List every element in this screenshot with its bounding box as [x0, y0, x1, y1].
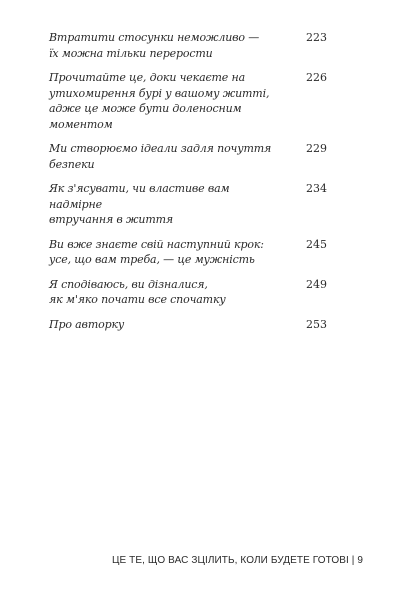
toc-entry-page-number: 234	[306, 182, 327, 195]
toc-entry	[49, 237, 327, 268]
toc-entry-page-number: 229	[306, 142, 327, 155]
toc-entry-title: Ми створюємо ідеали задля почуття безпеки	[49, 142, 272, 171]
toc-entry	[49, 277, 327, 308]
toc-entry-title: Про авторку	[49, 317, 125, 331]
toc-entry	[49, 181, 327, 228]
toc-entry	[49, 30, 327, 61]
running-footer: ЦЕ ТЕ, ЩО ВАС ЗЦІЛИТЬ, КОЛИ БУДЕТЕ ГОТОВІ | 9	[112, 555, 363, 566]
toc-entry-title: Втратити стосунки неможливо — їх можна тільки перерости	[49, 31, 260, 60]
toc-entry-page-number: 249	[306, 277, 327, 291]
toc-entry	[49, 70, 327, 132]
toc-entry-title: Як з'ясувати, чи властиве вам надмірне втручання в життя	[49, 182, 230, 226]
toc-entry-page-number: 253	[306, 317, 327, 331]
table-of-contents	[49, 30, 327, 341]
toc-entry-title: Прочитайте це, доки чекаєте на утихомирення бурі у вашому житті, адже це може бути доленосним моментом	[49, 71, 270, 131]
toc-entry-title: Ви вже знаєте свій наступний крок: усе, що вам треба, — це мужність	[49, 237, 264, 266]
toc-entry	[49, 317, 327, 333]
toc-entry-page-number: 226	[306, 71, 327, 84]
toc-entry-page-number: 223	[306, 31, 327, 44]
toc-entry	[49, 141, 327, 172]
toc-entry-title: Я сподіваюсь, ви дізналися, як м'яко почати все спочатку	[49, 277, 226, 306]
toc-entry-page-number: 245	[306, 237, 327, 251]
